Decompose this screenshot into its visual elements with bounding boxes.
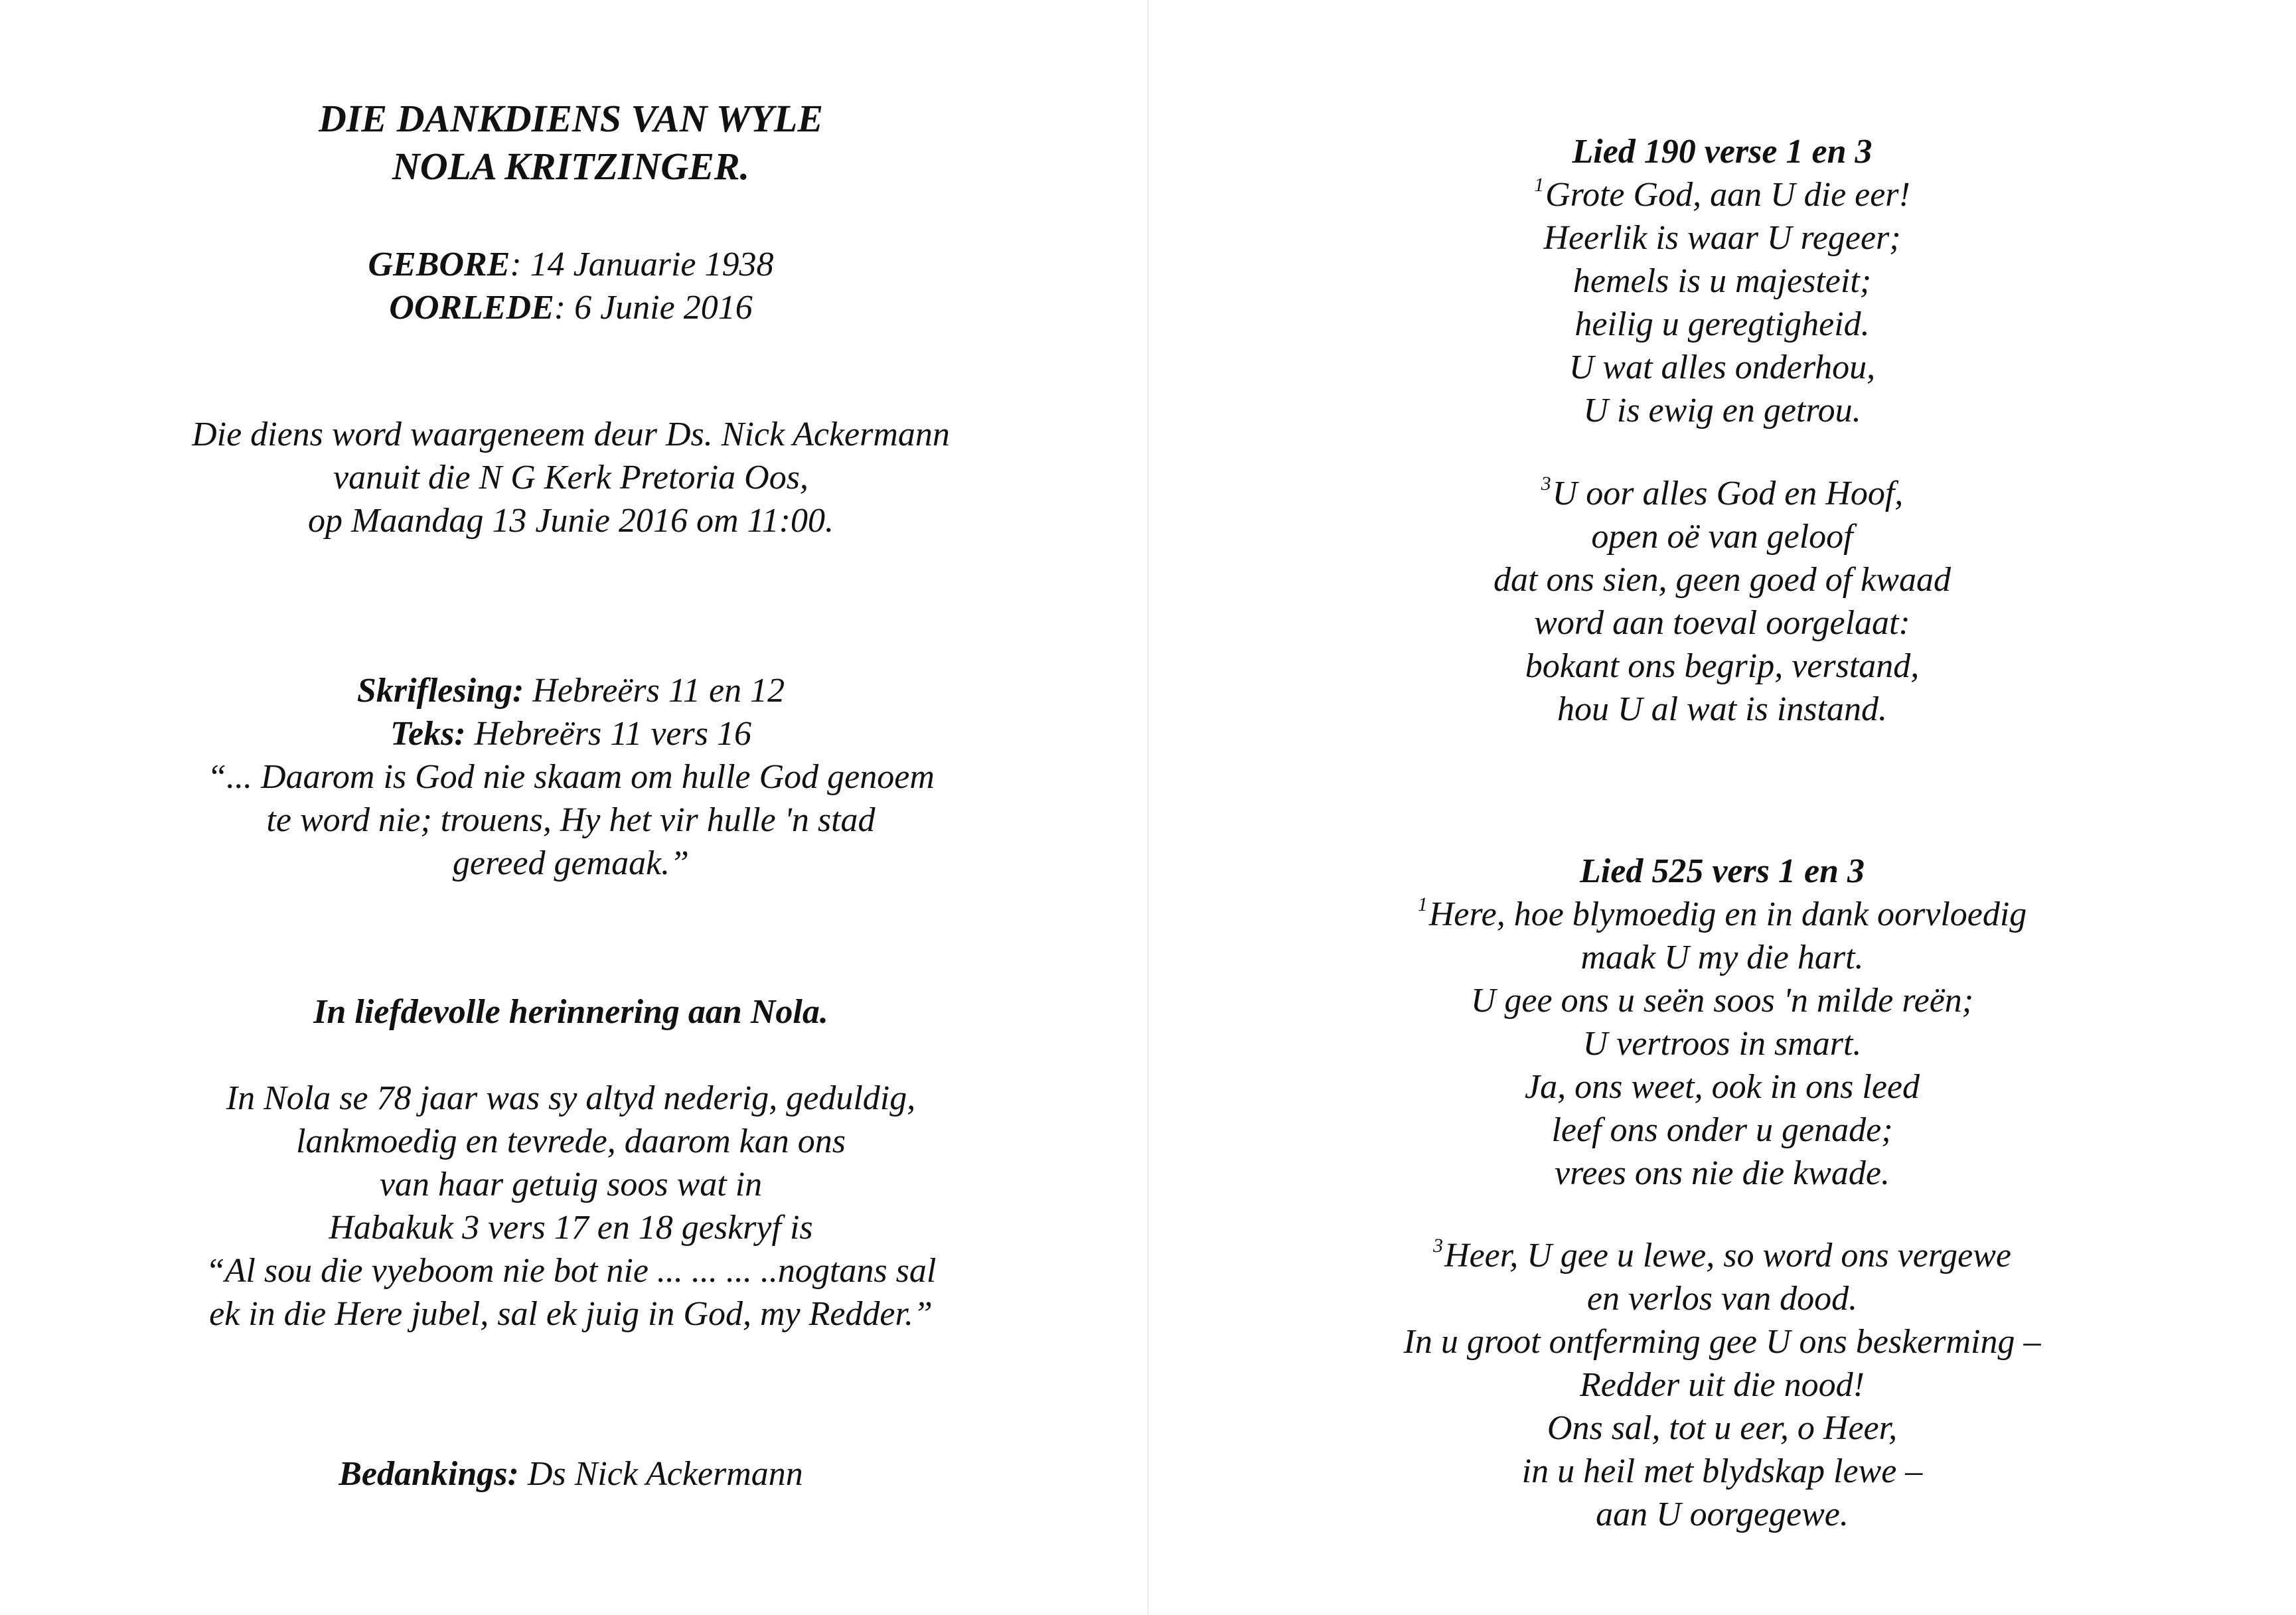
verse-line: open oë van geloof <box>1591 518 1853 556</box>
verse-line: U vertroos in smart. <box>1582 1025 1862 1063</box>
service-line: Die diens word waargeneem deur Ds. Nick Ackermann <box>192 416 950 453</box>
memory-line: “Al sou die vyeboom nie bot nie ... ... ... ..nogtans sal <box>205 1252 937 1290</box>
verse-number: 3 <box>1541 473 1551 495</box>
verse-line-text: Grote God, aan U die eer! <box>1545 176 1910 214</box>
verse-line: leef ons onder u genade; <box>1551 1111 1893 1149</box>
hymn-heading-text: Lied 190 verse 1 en 3 <box>1572 133 1873 171</box>
verse-line: vrees ons nie die kwade. <box>1555 1154 1890 1192</box>
verse-line: U wat alles onderhou, <box>1569 348 1876 386</box>
life-dates <box>40 243 1102 329</box>
verse-line <box>1148 472 2296 515</box>
memory-line: Habakuk 3 vers 17 en 18 geskryf is <box>329 1209 813 1247</box>
verse-line: Heerlik is waar U regeer; <box>1543 219 1901 257</box>
quote-line: “... Daarom is God nie skaam om hulle God genoem <box>207 758 935 796</box>
title-line: DIE DANKDIENS VAN WYLE <box>318 97 824 140</box>
hymn-525-verse-3 <box>1148 1234 2296 1536</box>
memory-heading <box>40 990 1102 1034</box>
verse-line: Ja, ons weet, ook in ons leed <box>1525 1068 1920 1106</box>
verse-line: Redder uit die nood! <box>1580 1366 1865 1404</box>
scripture-reading <box>40 669 1102 712</box>
verse-line: Ons sal, tot u eer, o Heer, <box>1547 1409 1898 1447</box>
verse-line: aan U oorgegewe. <box>1596 1496 1849 1533</box>
verse-line <box>1148 173 2296 216</box>
verse-line: In u groot ontferming gee U ons beskerming – <box>1403 1323 2041 1361</box>
hymn-190-verse-3 <box>1148 472 2296 731</box>
text-value: Hebreërs 11 vers 16 <box>465 715 751 753</box>
born-date <box>40 243 1102 286</box>
died-value: : 6 Junie 2016 <box>554 289 753 327</box>
thanks-value: Ds Nick Ackermann <box>518 1455 803 1493</box>
hymn-190-verse-1 <box>1148 173 2296 432</box>
died-label: OORLEDE <box>389 289 554 327</box>
died-date <box>40 286 1102 329</box>
verse-line: heilig u geregtigheid. <box>1574 305 1870 343</box>
born-label: GEBORE <box>368 246 510 283</box>
sermon-text <box>40 712 1102 755</box>
born-value: : 14 Januarie 1938 <box>510 246 774 283</box>
verse-line-text: U oor alles God en Hoof, <box>1552 475 1904 512</box>
memory-line: lankmoedig en tevrede, daarom kan ons <box>296 1122 846 1160</box>
memory-text <box>40 1077 1102 1336</box>
verse-line: en verlos van dood. <box>1586 1280 1858 1318</box>
text-label: Teks: <box>390 715 466 753</box>
hymn-190-heading <box>1148 130 2296 173</box>
verse-line: in u heil met blydskap lewe – <box>1521 1452 1923 1490</box>
acknowledgements <box>40 1452 1102 1496</box>
thanks-label: Bedankings: <box>339 1455 519 1493</box>
verse-line <box>1148 1234 2296 1277</box>
hymn-heading-text: Lied 525 vers 1 en 3 <box>1580 852 1865 890</box>
quote-line: te word nie; trouens, Hy het vir hulle 'n stad <box>266 801 876 839</box>
verse-line: dat ons sien, geen goed of kwaad <box>1493 561 1951 599</box>
title-line: NOLA KRITZINGER. <box>392 145 750 188</box>
service-details <box>40 413 1102 542</box>
service-line: op Maandag 13 Junie 2016 om 11:00. <box>308 502 834 540</box>
verse-line: U gee ons u seën soos 'n milde reën; <box>1470 982 1974 1020</box>
memory-heading-text: In liefdevolle herinnering aan Nola. <box>313 993 828 1031</box>
quote-line: gereed gemaak.” <box>452 844 690 882</box>
verse-number: 1 <box>1534 174 1545 196</box>
memory-line: ek in die Here jubel, sal ek juig in God, my Redder.” <box>209 1295 933 1333</box>
service-title <box>40 95 1102 191</box>
verse-line-text: Heer, U gee u lewe, so word ons vergewe <box>1444 1237 2011 1274</box>
verse-line-text: Here, hoe blymoedig en in dank oorvloedig <box>1428 895 2027 933</box>
right-page <box>1148 0 2296 1615</box>
verse-number: 1 <box>1417 893 1428 915</box>
reading-value: Hebreërs 11 en 12 <box>524 672 785 710</box>
hymn-525-verse-1 <box>1148 893 2296 1195</box>
verse-line: maak U my die hart. <box>1580 939 1864 976</box>
thanks-line <box>40 1452 1102 1496</box>
verse-line: bokant ons begrip, verstand, <box>1525 647 1920 685</box>
verse-line: word aan toeval oorgelaat: <box>1534 604 1910 642</box>
reading-label: Skriflesing: <box>356 672 524 710</box>
verse-line: hou U al wat is instand. <box>1557 690 1887 728</box>
scripture-section <box>40 669 1102 885</box>
memory-line: van haar getuig soos wat in <box>379 1166 763 1203</box>
verse-line: U is ewig en getrou. <box>1583 392 1861 429</box>
verse-number: 3 <box>1433 1235 1444 1257</box>
hymn-525-heading <box>1148 850 2296 893</box>
verse-line: hemels is u majesteit; <box>1572 262 1872 300</box>
memory-line: In Nola se 78 jaar was sy altyd nederig, geduldig, <box>226 1079 916 1117</box>
verse-line <box>1148 893 2296 936</box>
service-line: vanuit die N G Kerk Pretoria Oos, <box>333 459 808 497</box>
